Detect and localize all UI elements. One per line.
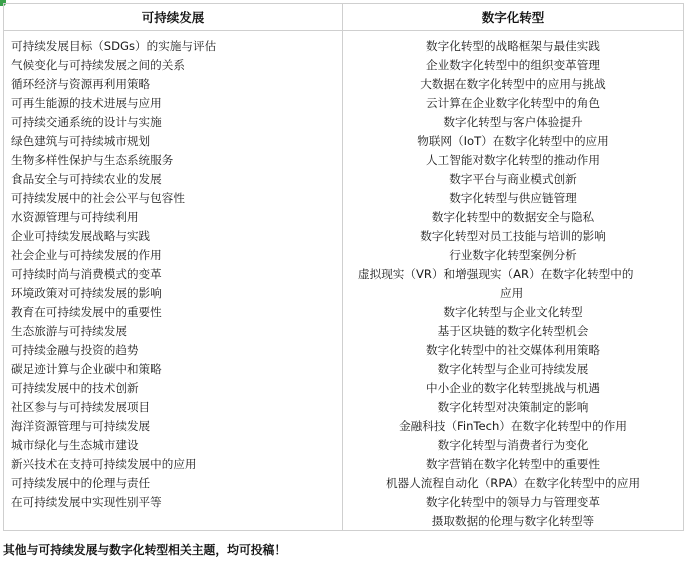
digital-transformation-topic: 企业数字化转型中的组织变革管理 <box>426 58 600 72</box>
digital-transformation-topic: 云计算在企业数字化转型中的角色 <box>426 96 600 110</box>
digital-transformation-topic: 摄取数据的伦理与数字化转型等 <box>431 514 595 528</box>
digital-transformation-topic: 中小企业的数字化转型挑战与机遇 <box>426 381 600 395</box>
sustainability-topic: 生态旅游与可持续发展 <box>11 324 127 338</box>
sustainability-topic: 气候变化与可持续发展之间的关系 <box>11 58 185 72</box>
digital-transformation-topic: 数字化转型与供应链管理 <box>449 191 577 205</box>
sustainability-topic: 食品安全与可持续农业的发展 <box>11 172 162 186</box>
digital-transformation-topic: 数字化转型中的领导力与管理变革 <box>426 495 600 509</box>
sustainability-topic: 海洋资源管理与可持续发展 <box>11 419 151 433</box>
sustainability-header: 可持续发展 <box>4 4 342 31</box>
digital-transformation-topic: 应用 <box>500 286 524 300</box>
sustainability-topic: 社区参与与可持续发展项目 <box>11 400 151 414</box>
digital-transformation-topic: 物联网（IoT）在数字化转型中的应用 <box>417 134 609 148</box>
digital-transformation-topic: 数字化转型与消费者行为变化 <box>437 438 589 452</box>
sustainability-topic: 在可持续发展中实现性别平等 <box>11 495 162 509</box>
sustainability-topic: 企业可持续发展战略与实践 <box>11 229 151 243</box>
sustainability-list <box>4 31 342 512</box>
sustainability-topic: 水资源管理与可持续利用 <box>11 210 139 224</box>
sustainability-column <box>4 4 343 530</box>
sustainability-topic: 可持续发展中的技术创新 <box>11 381 139 395</box>
digital-transformation-topic: 数字化转型的战略框架与最佳实践 <box>426 39 600 53</box>
sustainability-topic: 可再生能源的技术进展与应用 <box>11 96 162 110</box>
sustainability-topic: 环境政策对可持续发展的影响 <box>11 286 162 300</box>
digital-transformation-topic: 数字平台与商业模式创新 <box>449 172 577 186</box>
digital-transformation-topic: 机器人流程自动化（RPA）在数字化转型中的应用 <box>385 476 641 490</box>
digital-transformation-topic: 金融科技（FinTech）在数字化转型中的作用 <box>399 419 627 433</box>
sustainability-topic: 循环经济与资源再利用策略 <box>11 77 151 91</box>
sustainability-topic: 可持续发展目标（SDGs）的实施与评估 <box>11 39 217 53</box>
sustainability-topic: 可持续发展中的伦理与责任 <box>11 476 151 490</box>
sustainability-topic: 可持续金融与投资的趋势 <box>11 343 139 357</box>
digital-transformation-topic: 数字营销在数字化转型中的重要性 <box>426 457 600 471</box>
digital-transformation-topic: 人工智能对数字化转型的推动作用 <box>426 153 600 167</box>
digital-transformation-header: 数字化转型 <box>343 4 683 31</box>
digital-transformation-topic: 虚拟现实（VR）和增强现实（AR）在数字化转型中的 <box>358 267 634 281</box>
sustainability-topic: 可持续时尚与消费模式的变革 <box>11 267 162 281</box>
digital-transformation-list <box>343 31 683 531</box>
topics-table <box>3 3 684 531</box>
sustainability-topic: 碳足迹计算与企业碳中和策略 <box>11 362 162 376</box>
digital-transformation-topic: 数字化转型与企业可持续发展 <box>437 362 589 376</box>
digital-transformation-topic: 数字化转型中的社交媒体利用策略 <box>426 343 600 357</box>
digital-transformation-topic: 数字化转型与客户体验提升 <box>443 115 583 129</box>
digital-transformation-column <box>343 4 683 530</box>
sustainability-topic: 可持续发展中的社会公平与包容性 <box>11 191 185 205</box>
sustainability-topic: 可持续交通系统的设计与实施 <box>11 115 162 129</box>
sustainability-topic: 城市绿化与生态城市建设 <box>11 438 139 452</box>
digital-transformation-topic: 数字化转型与企业文化转型 <box>443 305 583 319</box>
digital-transformation-topic: 基于区块链的数字化转型机会 <box>437 324 589 338</box>
digital-transformation-topic: 数字化转型对决策制定的影响 <box>437 400 589 414</box>
sustainability-topic: 生物多样性保护与生态系统服务 <box>11 153 174 167</box>
digital-transformation-topic: 大数据在数字化转型中的应用与挑战 <box>420 77 606 91</box>
sustainability-topic: 教育在可持续发展中的重要性 <box>11 305 162 319</box>
digital-transformation-topic: 数字化转型中的数据安全与隐私 <box>431 210 595 224</box>
digital-transformation-topic: 数字化转型对员工技能与培训的影响 <box>420 229 606 243</box>
sustainability-topic: 绿色建筑与可持续城市规划 <box>11 134 151 148</box>
digital-transformation-topic: 行业数字化转型案例分析 <box>449 248 577 262</box>
footer-note: 其他与可持续发展与数字化转型相关主题，均可投稿！ <box>3 543 287 557</box>
sustainability-topic: 社会企业与可持续发展的作用 <box>11 248 162 262</box>
sustainability-topic: 新兴技术在支持可持续发展中的应用 <box>11 457 197 471</box>
